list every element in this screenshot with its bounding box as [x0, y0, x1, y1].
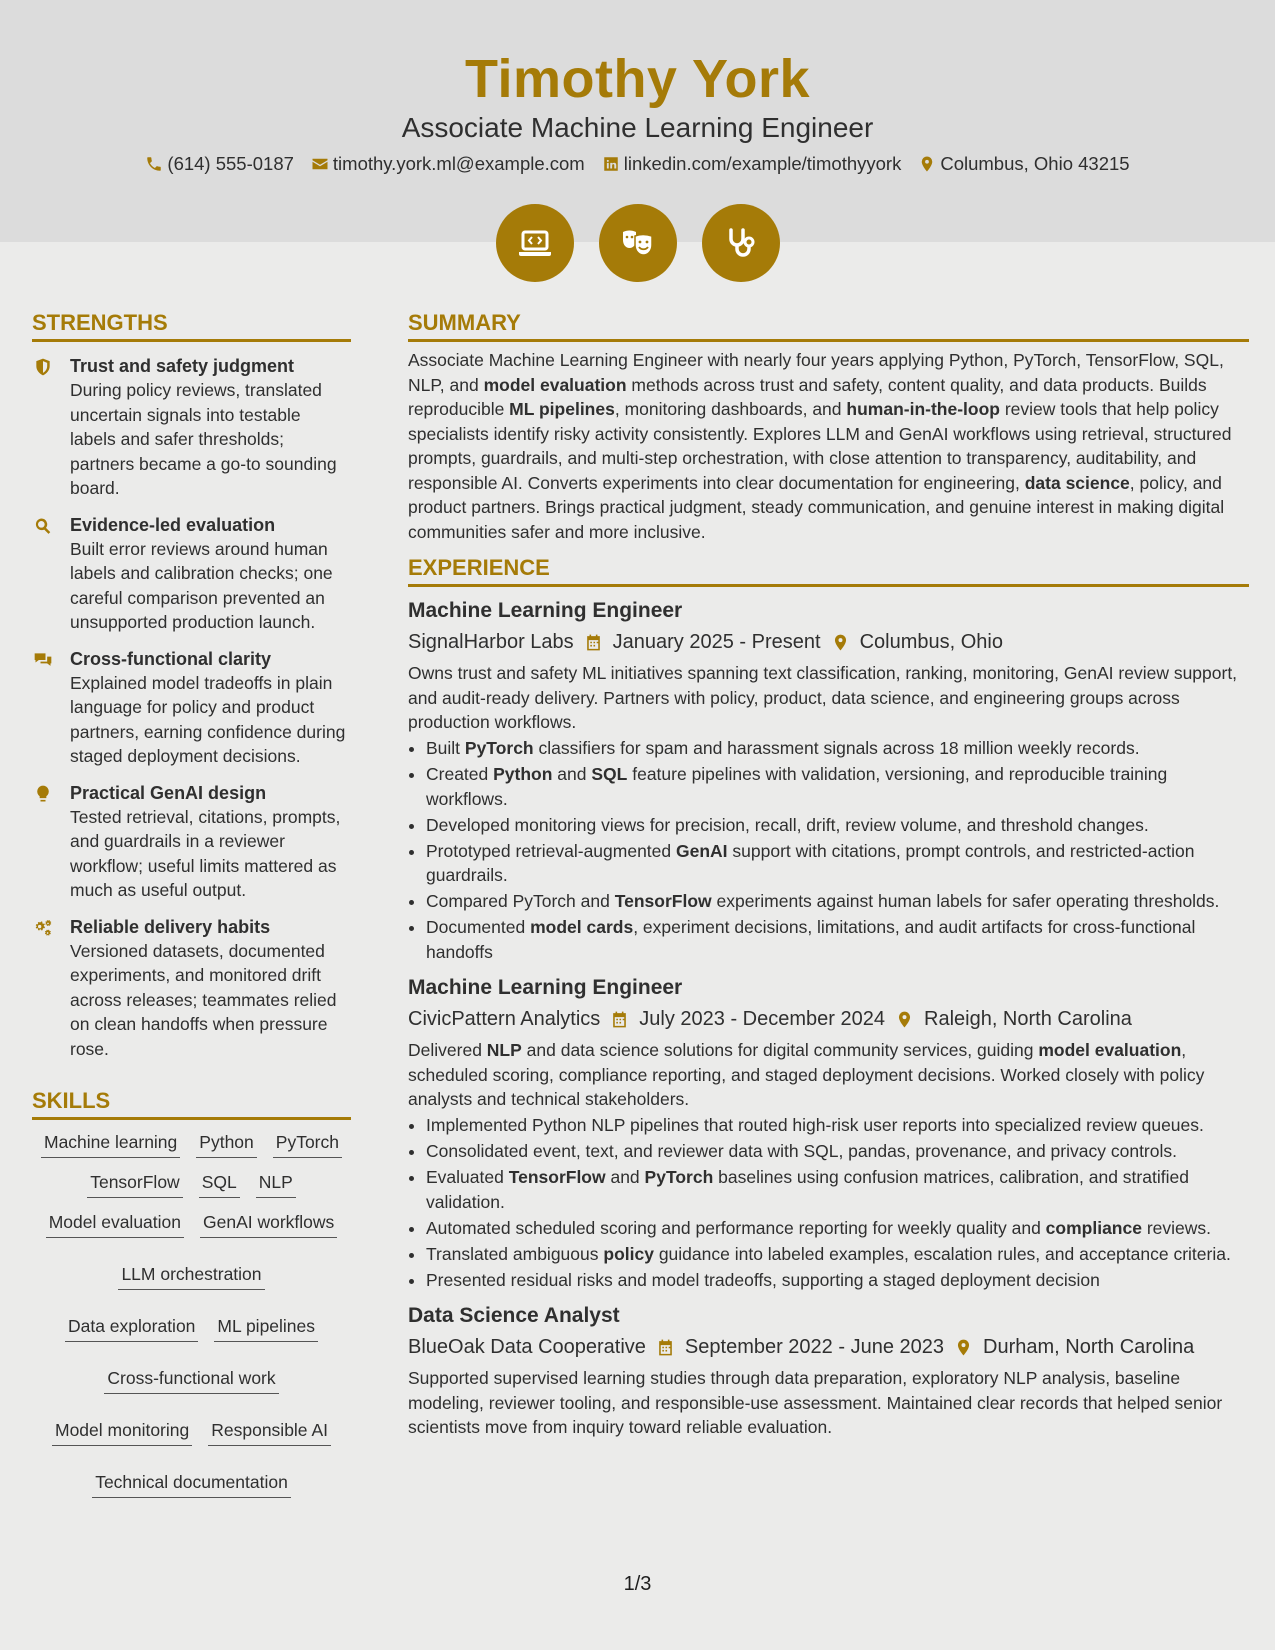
skill-tag: Data exploration	[65, 1314, 198, 1342]
envelope-icon	[311, 155, 329, 173]
job-description: Owns trust and safety ML initiatives spanning text classification, ranking, monitoring, GenAI review support, and audit-ready delivery. Partners with policy, product, data science, and engineering groups across production workflows.	[408, 663, 1238, 732]
candidate-name: Timothy York	[464, 49, 811, 109]
strength-title: Evidence-led evaluation	[70, 514, 276, 535]
strength-desc: Built error reviews around human labels and calibration checks; one careful comparison prevented an unsupported production launch.	[70, 538, 333, 632]
calendar-icon	[656, 1338, 675, 1357]
bold-run: data science	[1024, 472, 1130, 493]
strength-item	[32, 513, 351, 635]
bold-run: TensorFlow	[614, 891, 712, 911]
strength-title: Reliable delivery habits	[70, 916, 271, 937]
company-name: CivicPattern Analytics	[408, 1008, 601, 1030]
location-text: Durham, North Carolina	[983, 1336, 1195, 1358]
bold-run: model evaluation	[1038, 1040, 1182, 1060]
skill-tag: Python	[196, 1130, 256, 1158]
text-run: Translated ambiguous	[426, 1243, 604, 1264]
text-run: and data science solutions for digital community services, guiding	[521, 1040, 1039, 1060]
text-run: Created	[426, 764, 494, 784]
linkedin-text: linkedin.com/example/timothyyork	[623, 153, 902, 174]
interest-icons	[0, 204, 1275, 282]
contact-linkedin[interactable]	[602, 151, 902, 177]
text-run: , scheduled scoring, compliance reporting, and staged deployment decisions. Worked closely with policy analysts and technical stakeholders.	[408, 1040, 1205, 1109]
skill-tag: Cross-functional work	[104, 1366, 278, 1394]
strength-item	[32, 354, 351, 501]
bold-run: SQL	[591, 764, 628, 784]
phone-text: (614) 555-0187	[167, 153, 294, 174]
dates-text: January 2025 - Present	[612, 631, 821, 653]
job-entry-title: Data Science Analyst	[408, 1304, 620, 1327]
email-text: timothy.york.ml@example.com	[332, 153, 585, 174]
bullet-item	[426, 762, 1249, 811]
strength-title: Cross-functional clarity	[70, 648, 272, 669]
text-run: Delivered	[408, 1040, 487, 1060]
job-entry-title: Machine Learning Engineer	[408, 976, 683, 999]
job-meta	[408, 1004, 1249, 1034]
strength-title: Trust and safety judgment	[70, 356, 295, 376]
experience-heading: EXPERIENCE	[408, 554, 1249, 587]
bullet-item	[426, 889, 1249, 914]
job-description	[408, 1038, 1249, 1112]
dates-text: July 2023 - December 2024	[639, 1008, 885, 1030]
bold-run: GenAI	[676, 840, 728, 861]
skills-list	[32, 1130, 351, 1498]
strength-item	[32, 647, 351, 769]
text-run: Automated scheduled scoring and performance reporting for weekly quality and	[426, 1217, 1046, 1238]
strength-desc: During policy reviews, translated uncertain signals into testable labels and safer thresholds; partners became a go-to sounding board.	[70, 380, 337, 498]
theater-masks-icon	[599, 204, 677, 282]
dates-text: September 2022 - June 2023	[684, 1336, 944, 1358]
job-entry-title: Machine Learning Engineer	[408, 599, 683, 622]
text-run: and	[552, 764, 592, 784]
page-number: 1/3	[623, 1573, 652, 1595]
search-icon	[32, 516, 54, 536]
bold-run: ML pipelines	[509, 399, 615, 419]
map-pin-icon	[954, 1338, 973, 1357]
skill-tag: SQL	[199, 1170, 240, 1198]
text-run: Documented	[426, 917, 531, 937]
bullet-item: • Consolidated event, text, and reviewer data with SQL, pandas, provenance, and privacy controls.	[426, 1139, 1249, 1164]
skill-tag: TensorFlow	[87, 1170, 182, 1198]
bullet-item	[426, 1242, 1249, 1267]
text-run: support with citations, prompt controls, and restricted-action guardrails.	[426, 840, 1195, 885]
text-run: , policy, and product partners. Brings practical judgment, steady communication, and genuine interest in making digital communities safer and more inclusive.	[408, 472, 1225, 542]
text-run: experiments against human labels for safer operating thresholds.	[711, 891, 1220, 911]
job-meta	[408, 1332, 1249, 1362]
cogs-icon	[32, 918, 54, 938]
bullet-item: • Developed monitoring views for precision, recall, drift, review volume, and threshold changes.	[426, 813, 1249, 838]
laptop-code-icon	[496, 204, 574, 282]
bullet-item	[426, 1165, 1249, 1214]
skills-heading: SKILLS	[32, 1087, 351, 1120]
strength-item	[32, 781, 351, 903]
job-entry	[408, 1302, 1249, 1440]
skill-tag: GenAI workflows	[200, 1210, 337, 1238]
map-pin-icon	[918, 155, 936, 173]
calendar-icon	[610, 1010, 629, 1029]
left-column	[32, 309, 351, 1498]
bold-run: policy	[603, 1243, 654, 1264]
bold-run: model evaluation	[483, 374, 627, 395]
job-description: Supported supervised learning studies through data preparation, exploratory NLP analysis, baseline modeling, reviewer tooling, and responsible-use assessment. Maintained clear records that helped senior scientists move from inquiry toward reliable evaluation.	[408, 1368, 1223, 1437]
contact-email[interactable]	[311, 151, 585, 177]
text-run: review tools that help policy specialists identify risky activity consistently. Explores LLM and GenAI workflows using retrieval, structured prompts, guardrails, and multi-step orchestration, with close attention to transparency, auditability, and responsible AI. Converts experiments into clear documentation for engineering,	[408, 399, 1232, 493]
job-bullets	[408, 736, 1249, 964]
map-pin-icon	[831, 633, 850, 652]
text-run: and	[605, 1167, 645, 1187]
shield-icon	[32, 357, 54, 377]
location-text: Columbus, Ohio 43215	[940, 153, 1130, 174]
job-dates	[584, 627, 821, 657]
strength-desc: Explained model tradeoffs in plain language for policy and product partners, earning confidence during staged deployment decisions.	[70, 672, 346, 766]
job-dates	[656, 1332, 944, 1362]
contact-location	[918, 151, 1129, 177]
text-run: feature pipelines with validation, versioning, and reproducible training workflows.	[426, 764, 1168, 809]
skill-tag: Machine learning	[41, 1130, 180, 1158]
skill-tag: Model evaluation	[46, 1210, 184, 1238]
contact-row	[0, 151, 1275, 177]
strength-item	[32, 915, 351, 1062]
strength-desc: Versioned datasets, documented experiments, and monitored drift across releases; teammates relied on clean handoffs when pressure rose.	[70, 940, 337, 1059]
bullet-item: • Presented residual risks and model tradeoffs, supporting a staged deployment decision	[426, 1268, 1249, 1293]
skill-tag: PyTorch	[273, 1130, 342, 1158]
linkedin-icon	[602, 155, 620, 173]
skill-tag: Responsible AI	[208, 1418, 331, 1446]
job-meta	[408, 627, 1249, 657]
bold-run: model cards	[530, 917, 634, 937]
text-run: baselines using confusion matrices, calibration, and stratified validation.	[426, 1167, 1189, 1212]
location-text: Columbus, Ohio	[859, 631, 1003, 653]
skill-tag: Technical documentation	[92, 1470, 291, 1498]
calendar-icon	[584, 633, 603, 652]
bold-run: human-in-the-loop	[846, 399, 1000, 419]
text-run: , monitoring dashboards, and	[614, 399, 847, 419]
bullet-item	[426, 1216, 1249, 1241]
location-text: Raleigh, North Carolina	[924, 1008, 1132, 1030]
stethoscope-icon	[702, 204, 780, 282]
contact-phone[interactable]	[145, 151, 294, 177]
job-title: Associate Machine Learning Engineer	[401, 112, 874, 143]
job-location	[895, 1004, 1132, 1034]
bold-run: compliance	[1045, 1217, 1142, 1238]
text-run: , experiment decisions, limitations, and audit artifacts for cross-functional handoffs	[426, 917, 1196, 962]
text-run: guidance into labeled examples, escalation rules, and acceptance criteria.	[653, 1243, 1231, 1264]
map-pin-icon	[895, 1010, 914, 1029]
text-run: Built	[426, 738, 465, 758]
text-run: Evaluated	[426, 1167, 509, 1187]
strength-title: Practical GenAI design	[70, 782, 267, 803]
bullet-item: • Implemented Python NLP pipelines that routed high-risk user reports into specialized review queues.	[426, 1113, 1249, 1138]
bold-run: Python	[493, 764, 553, 784]
text-run: Prototyped retrieval-augmented	[426, 840, 676, 861]
company-name: SignalHarbor Labs	[408, 631, 574, 653]
bold-run: PyTorch	[464, 738, 534, 758]
text-run: methods across trust and safety, content quality, and data products. Builds reproducible	[408, 374, 1207, 419]
bullet-item	[426, 736, 1249, 761]
phone-icon	[145, 155, 163, 173]
skill-tag: ML pipelines	[214, 1314, 318, 1342]
text-run: Compared PyTorch and	[426, 891, 615, 911]
bullet-item	[426, 915, 1249, 964]
text-run: classifiers for spam and harassment signals across 18 million weekly records.	[533, 738, 1140, 758]
summary-text	[408, 348, 1249, 544]
summary-heading: SUMMARY	[408, 309, 1249, 342]
strength-desc: Tested retrieval, citations, prompts, and guardrails in a reviewer workflow; useful limits mattered as much as useful output.	[70, 806, 341, 900]
job-dates	[610, 1004, 885, 1034]
bold-run: PyTorch	[644, 1167, 714, 1187]
job-bullets	[408, 1113, 1249, 1292]
right-column	[408, 309, 1249, 1440]
job-location	[954, 1332, 1194, 1362]
text-run: reviews.	[1141, 1217, 1212, 1238]
lightbulb-icon	[32, 784, 54, 804]
skill-tag: LLM orchestration	[118, 1262, 264, 1290]
bold-run: TensorFlow	[508, 1167, 606, 1187]
skill-tag: NLP	[256, 1170, 296, 1198]
strengths-heading: STRENGTHS	[32, 309, 351, 342]
job-location	[831, 627, 1003, 657]
job-entry	[408, 597, 1249, 964]
company-name: BlueOak Data Cooperative	[408, 1336, 646, 1358]
text-run: Associate Machine Learning Engineer with nearly four years applying Python, PyTorch, TensorFlow, SQL, NLP, and	[408, 350, 1224, 395]
skill-tag: Model monitoring	[52, 1418, 192, 1446]
bold-run: NLP	[486, 1040, 522, 1060]
bullet-item	[426, 839, 1249, 888]
job-entry	[408, 974, 1249, 1292]
comments-icon	[32, 650, 54, 670]
